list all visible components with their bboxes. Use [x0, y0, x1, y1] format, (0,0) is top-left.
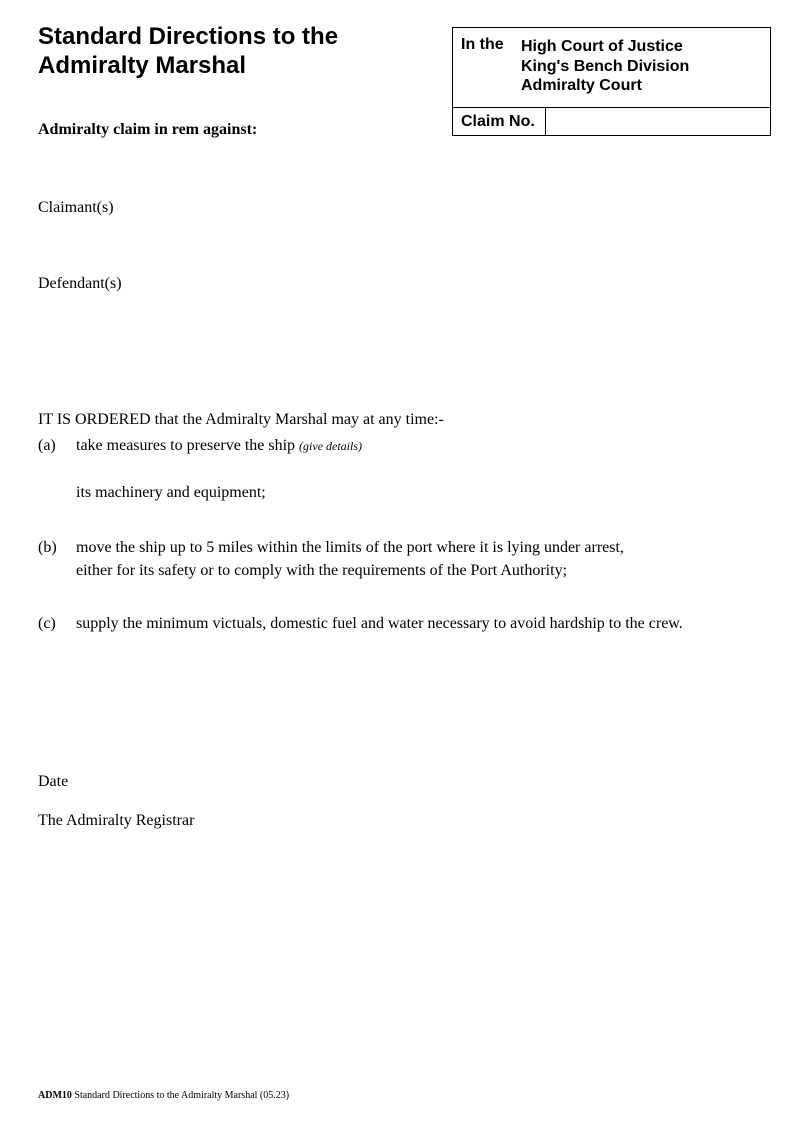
claim-no-label: Claim No. [453, 108, 546, 136]
form-title [38, 22, 438, 80]
order-item-c-line-1: supply the minimum victuals, domestic fuel and water necessary to avoid hardship to the crew. [76, 615, 683, 632]
in-the-label: In the [461, 36, 504, 53]
form-footer-title: Standard Directions to the Admiralty Marshal (05.23) [74, 1090, 290, 1101]
order-item-c-marker: (c) [38, 615, 56, 632]
form-title-line-2: Admiralty Marshal [38, 52, 247, 79]
claim-in-rem-label: Admiralty claim in rem against: [38, 121, 258, 138]
claimants-label: Claimant(s) [38, 199, 114, 216]
order-item-b-marker: (b) [38, 539, 57, 556]
court-line-1: High Court of Justice [521, 38, 683, 55]
court-line-3: Admiralty Court [521, 77, 642, 94]
court-name [521, 37, 689, 96]
defendants-label: Defendant(s) [38, 275, 122, 292]
order-item-a-line-2: its machinery and equipment; [76, 484, 266, 501]
order-item-a-line-1: take measures to preserve the ship [76, 437, 296, 454]
order-item-a-text [76, 436, 362, 456]
order-item-b-line-2: either for its safety or to comply with the requirements of the Port Authority; [76, 562, 568, 579]
court-name-section [453, 28, 770, 108]
form-title-line-1: Standard Directions to the [38, 23, 339, 50]
claim-no-field[interactable] [547, 108, 770, 136]
court-line-2: King's Bench Division [521, 57, 690, 75]
order-item-b-line-1: move the ship up to 5 miles within the limits of the port where it is lying under arrest, [76, 539, 624, 556]
form-footer [38, 1090, 289, 1101]
date-label: Date [38, 773, 69, 790]
order-intro: IT IS ORDERED that the Admiralty Marshal may at any time:- [38, 411, 444, 428]
form-code: ADM10 [38, 1090, 72, 1101]
registrar-label: The Admiralty Registrar [38, 812, 195, 829]
give-details-hint: (give details) [299, 439, 363, 453]
court-details-box [452, 27, 771, 136]
order-item-a-marker: (a) [38, 437, 56, 454]
